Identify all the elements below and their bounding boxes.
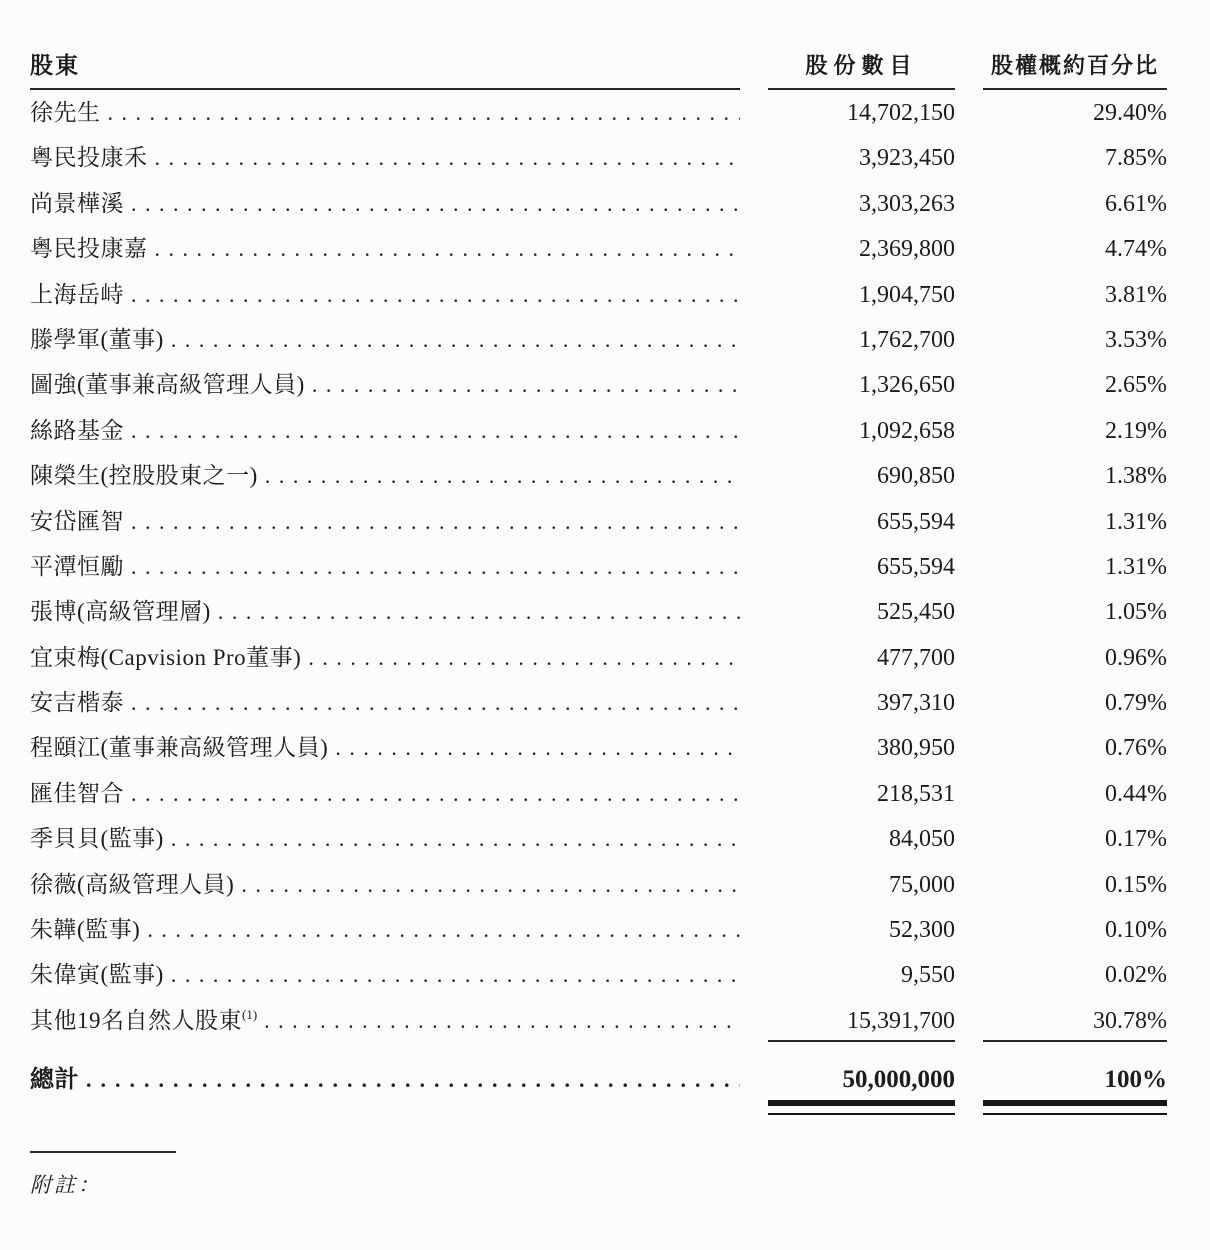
percentage-value: 0.96% — [1105, 644, 1167, 671]
total-shares-value: 50,000,000 — [768, 1055, 955, 1105]
percentage-value: 0.76% — [1105, 735, 1167, 762]
shareholder-name: 匯佳智合 — [30, 780, 124, 806]
shareholder-name: 其他19名自然人股東 — [30, 1007, 242, 1033]
shareholder-name-cell — [30, 362, 740, 407]
shareholder-name-cell — [30, 181, 740, 226]
table-row — [30, 635, 1167, 680]
total-percentage-value: 100% — [983, 1055, 1167, 1105]
shareholder-name-cell — [30, 952, 740, 997]
percentage-value: 0.79% — [1105, 690, 1167, 717]
table-row — [30, 90, 1167, 135]
shareholder-name-cell — [30, 725, 740, 770]
table-row — [30, 135, 1167, 180]
shares-value: 52,300 — [889, 917, 955, 944]
percentage-value: 3.81% — [1105, 281, 1167, 308]
dot-leader — [301, 635, 740, 680]
footnote-label: 附註： — [30, 1173, 102, 1198]
dot-leader — [257, 998, 740, 1043]
table-row — [30, 589, 1167, 634]
table-row — [30, 725, 1167, 770]
percentage-value: 6.61% — [1105, 190, 1167, 217]
percentage-value: 0.44% — [1105, 780, 1167, 807]
dot-leader — [124, 181, 740, 226]
table-row — [30, 408, 1167, 453]
shareholder-name-cell — [30, 862, 740, 907]
table-row — [30, 181, 1167, 226]
shareholder-name-cell — [30, 907, 740, 952]
shareholder-name: 安岱匯智 — [30, 508, 124, 534]
shareholder-name: 絲路基金 — [30, 417, 124, 443]
shareholder-name-cell — [30, 499, 740, 544]
shareholder-name: 張博(高級管理層) — [30, 599, 211, 625]
table-row — [30, 499, 1167, 544]
shareholder-name-cell — [30, 135, 740, 180]
percentage-value: 1.31% — [1105, 553, 1167, 580]
dot-leader — [124, 408, 740, 453]
shares-value: 14,702,150 — [847, 100, 955, 126]
table-row — [30, 226, 1167, 271]
percentage-value: 2.65% — [1105, 372, 1167, 399]
shares-value: 655,594 — [877, 508, 955, 535]
shareholder-name: 粵民投康嘉 — [30, 236, 148, 262]
dot-leader — [101, 90, 741, 135]
dot-leader — [164, 317, 740, 362]
shares-value: 84,050 — [889, 826, 955, 853]
dot-leader — [124, 680, 740, 725]
table-row — [30, 317, 1167, 362]
shareholder-name: 上海岳峙 — [30, 281, 124, 307]
shares-value: 15,391,700 — [768, 999, 955, 1044]
shareholder-name: 滕學軍(董事) — [30, 326, 164, 352]
shares-value: 525,450 — [877, 599, 955, 626]
table-row — [30, 816, 1167, 861]
dot-leader — [124, 771, 740, 816]
shareholder-name-cell — [30, 771, 740, 816]
table-row — [30, 771, 1167, 816]
shares-value: 655,594 — [877, 553, 955, 580]
shareholder-name: 陳榮生(控股股東之一) — [30, 463, 258, 489]
dot-leader — [124, 272, 740, 317]
percentage-value: 4.74% — [1105, 236, 1167, 263]
shareholder-name: 朱韡(監事) — [30, 917, 141, 943]
shareholder-name-cell — [30, 680, 740, 725]
percentage-value: 3.53% — [1105, 326, 1167, 353]
shareholder-name: 圖強(董事兼高級管理人員) — [30, 372, 305, 398]
shareholder-name: 徐先生 — [30, 100, 101, 125]
dot-leader — [328, 725, 740, 770]
shares-value: 75,000 — [889, 871, 955, 898]
shares-value: 1,326,650 — [859, 372, 955, 399]
shareholder-name: 季貝貝(監事) — [30, 826, 164, 852]
footnote-divider — [30, 1151, 176, 1153]
shareholder-name: 安吉楷泰 — [30, 690, 124, 716]
total-label-cell — [30, 1055, 740, 1105]
dot-leader — [124, 499, 740, 544]
shareholder-name-cell — [30, 226, 740, 271]
percentage-value: 1.31% — [1105, 508, 1167, 535]
shares-value: 3,923,450 — [859, 145, 955, 172]
total-row — [30, 1055, 1167, 1105]
column-header-shareholder: 股東 — [30, 47, 740, 90]
shareholder-name-cell — [30, 544, 740, 589]
dot-leader — [211, 589, 740, 634]
table-row — [30, 544, 1167, 589]
shareholder-name: 程頤江(董事兼高級管理人員) — [30, 735, 329, 761]
shareholder-name-cell — [30, 408, 740, 453]
table-row — [30, 362, 1167, 407]
shares-value: 1,904,750 — [859, 281, 955, 308]
table-row — [30, 453, 1167, 498]
dot-leader — [234, 862, 740, 907]
shares-value: 2,369,800 — [859, 236, 955, 263]
dot-leader — [305, 362, 740, 407]
column-header-shares: 股份數目 — [768, 49, 955, 90]
table-row — [30, 272, 1167, 317]
table-row — [30, 680, 1167, 725]
percentage-value: 1.38% — [1105, 463, 1167, 490]
dot-leader — [148, 226, 741, 271]
dot-leader — [164, 952, 740, 997]
percentage-value: 0.10% — [1105, 917, 1167, 944]
shares-value: 9,550 — [901, 962, 955, 989]
shareholder-name-cell — [30, 90, 740, 135]
dot-leader — [258, 453, 740, 498]
shares-value: 1,762,700 — [859, 326, 955, 353]
percentage-value: 0.17% — [1105, 826, 1167, 853]
percentage-value: 0.15% — [1105, 871, 1167, 898]
shareholder-name-cell — [30, 589, 740, 634]
shareholder-name-cell — [30, 816, 740, 861]
shareholder-name: 平潭恒勵 — [30, 553, 124, 579]
table-body — [30, 90, 1167, 1043]
shareholder-name: 尚景樺溪 — [30, 190, 124, 216]
shareholder-name-cell — [30, 453, 740, 498]
percentage-value: 2.19% — [1105, 417, 1167, 444]
table-header-row — [30, 30, 1167, 90]
percentage-value: 0.02% — [1105, 962, 1167, 989]
shares-value: 690,850 — [877, 463, 955, 490]
shareholder-name-cell — [30, 317, 740, 362]
table-row — [30, 862, 1167, 907]
shares-value: 3,303,263 — [859, 190, 955, 217]
table-row — [30, 998, 1167, 1043]
shareholder-name: 徐薇(高級管理人員) — [30, 871, 235, 897]
shares-value: 380,950 — [877, 735, 955, 762]
shareholder-name-cell — [30, 635, 740, 680]
table-row — [30, 952, 1167, 997]
shareholder-name: 朱偉寅(監事) — [30, 962, 164, 988]
shareholder-name-cell: 其他19名自然人股東 (1) ..... — [30, 998, 740, 1043]
percentage-value: 30.78% — [983, 999, 1167, 1044]
percentage-value: 7.85% — [1105, 145, 1167, 172]
shares-value: 1,092,658 — [859, 417, 955, 444]
dot-leader — [79, 1055, 740, 1105]
shares-value: 477,700 — [877, 644, 955, 671]
column-header-percentage: 股權概約百分比 — [983, 49, 1167, 90]
shareholder-name-cell — [30, 272, 740, 317]
percentage-value: 1.05% — [1105, 599, 1167, 626]
dot-leader — [140, 907, 740, 952]
shareholder-name: 宜束梅(Capvision Pro董事) — [30, 644, 302, 670]
table-row — [30, 907, 1167, 952]
dot-leader — [124, 544, 740, 589]
dot-leader — [164, 816, 740, 861]
shares-value: 218,531 — [877, 780, 955, 807]
shares-value: 397,310 — [877, 690, 955, 717]
total-label: 總計 — [30, 1067, 79, 1094]
shareholder-name: 粵民投康禾 — [30, 145, 148, 171]
percentage-value: 29.40% — [1093, 100, 1167, 126]
dot-leader — [148, 135, 741, 180]
